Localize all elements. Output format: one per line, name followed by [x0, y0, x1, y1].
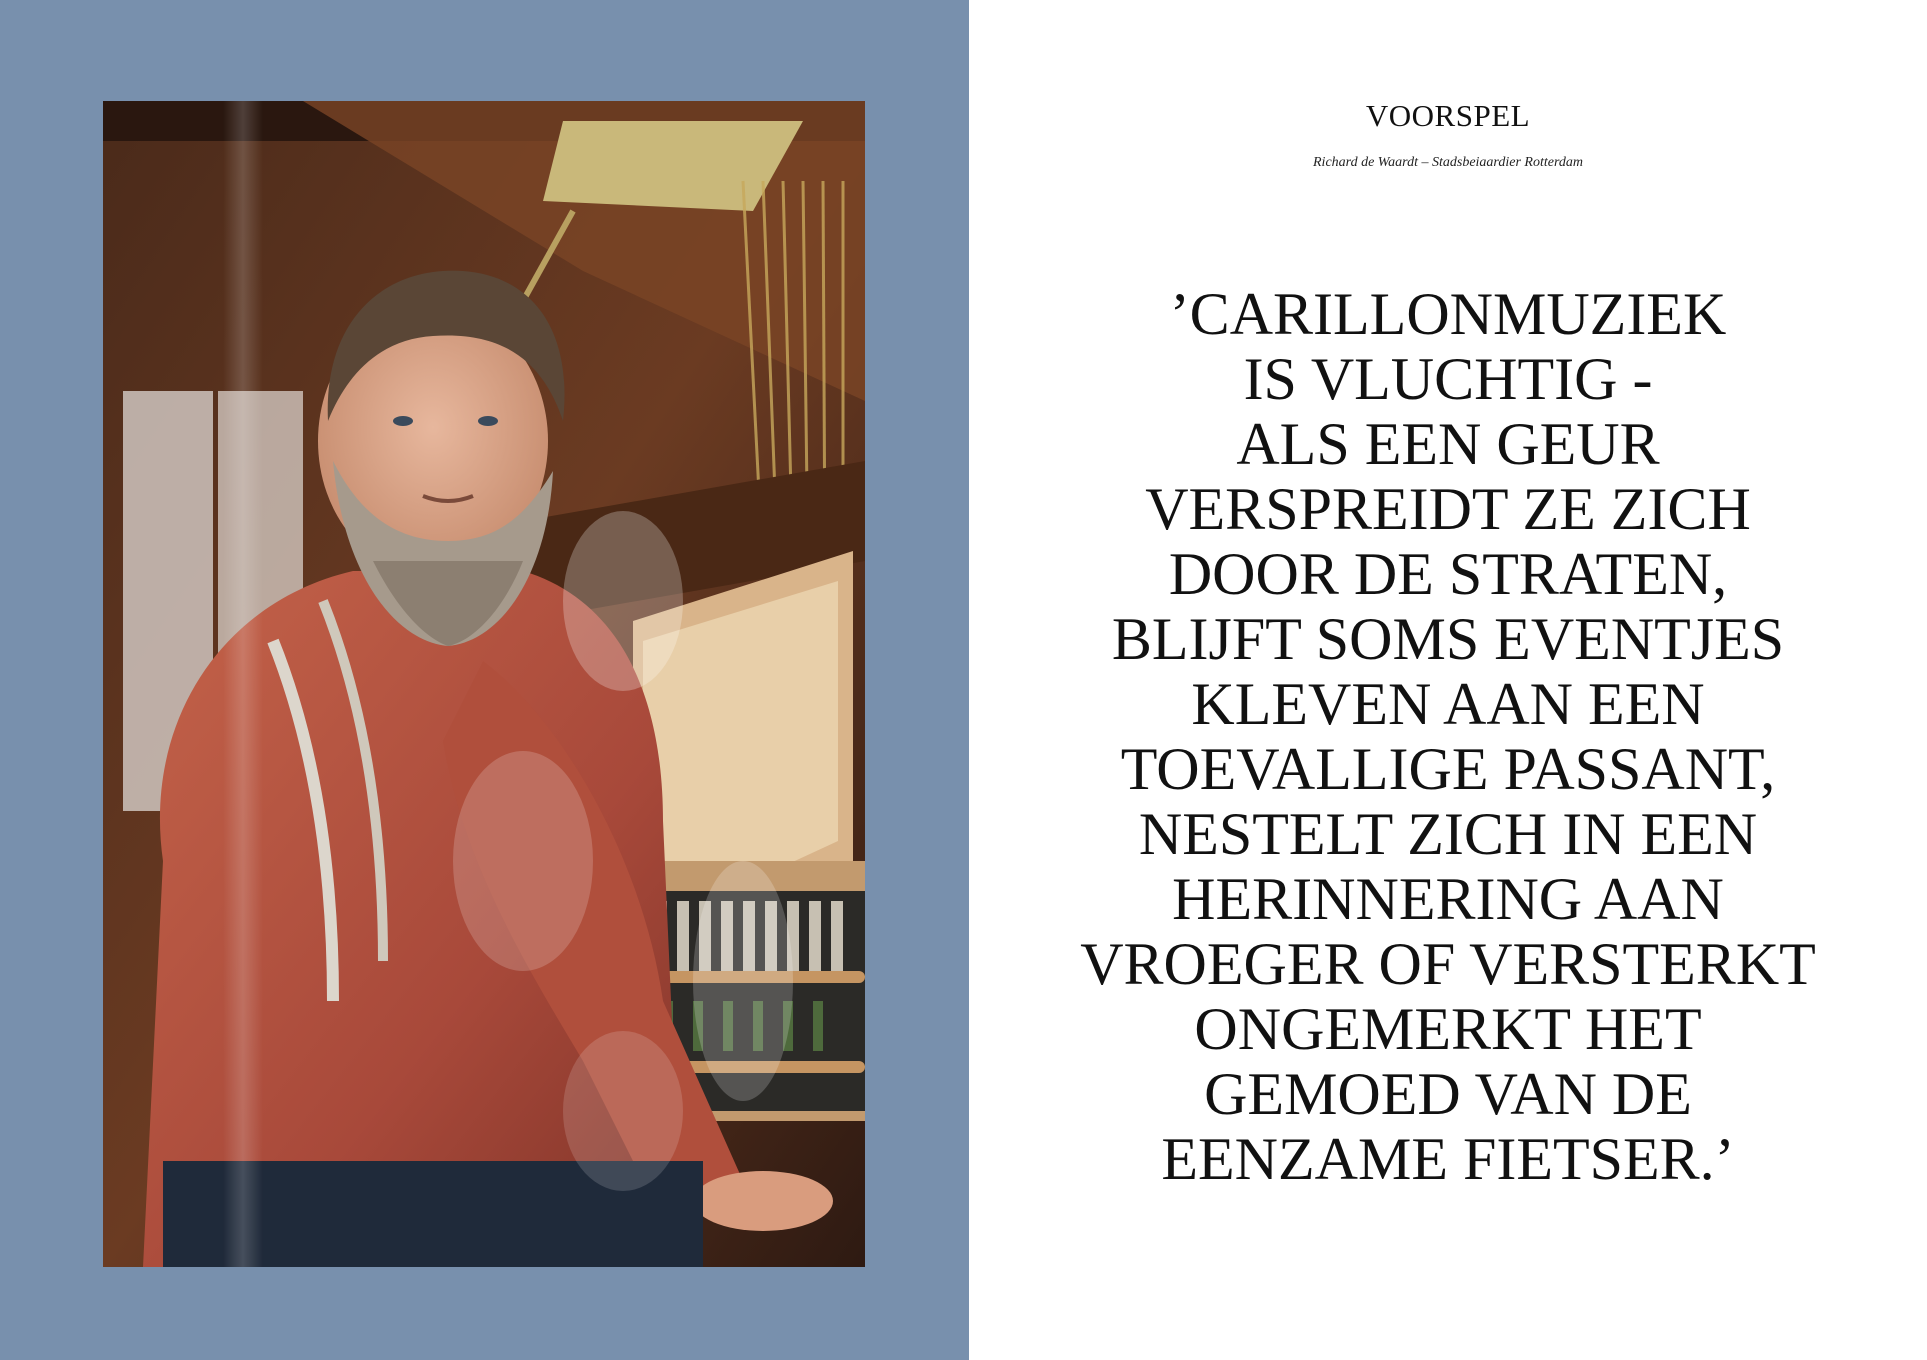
quote-line: DOOR DE STRATEN,: [1168, 541, 1728, 607]
quote-line: VROEGER OF VERSTERKT: [1080, 931, 1816, 997]
quote-line: EENZAME FIETSER.’: [1161, 1126, 1735, 1192]
carillonneur-portrait-photo: [103, 101, 865, 1267]
quote-line: GEMOED VAN DE: [1204, 1061, 1692, 1127]
quote-line: KLEVEN AAN EEN: [1191, 671, 1705, 737]
quote-line: BLIJFT SOMS EVENTJES: [1111, 606, 1785, 672]
quote-line: NESTELT ZICH IN EEN: [1138, 801, 1758, 867]
quote-line: TOEVALLIGE PASSANT,: [1120, 736, 1776, 802]
quote-line: VERSPREIDT ZE ZICH: [1145, 476, 1751, 542]
section-title: VOORSPEL: [1365, 98, 1531, 133]
photo-illustration: [103, 101, 865, 1267]
pull-quote: [1009, 282, 1887, 1192]
quote-line: HERINNERING AAN: [1172, 866, 1724, 932]
quote-line: ALS EEN GEUR: [1236, 411, 1660, 477]
byline: Richard de Waardt – Stadsbeiaardier Rotterdam: [1313, 155, 1583, 170]
right-page: [969, 0, 1927, 1360]
quote-line: ’CARILLONMUZIEK: [1169, 281, 1727, 347]
quote-line: ONGEMERKT HET: [1194, 996, 1702, 1062]
quote-line: IS VLUCHTIG -: [1243, 346, 1653, 412]
